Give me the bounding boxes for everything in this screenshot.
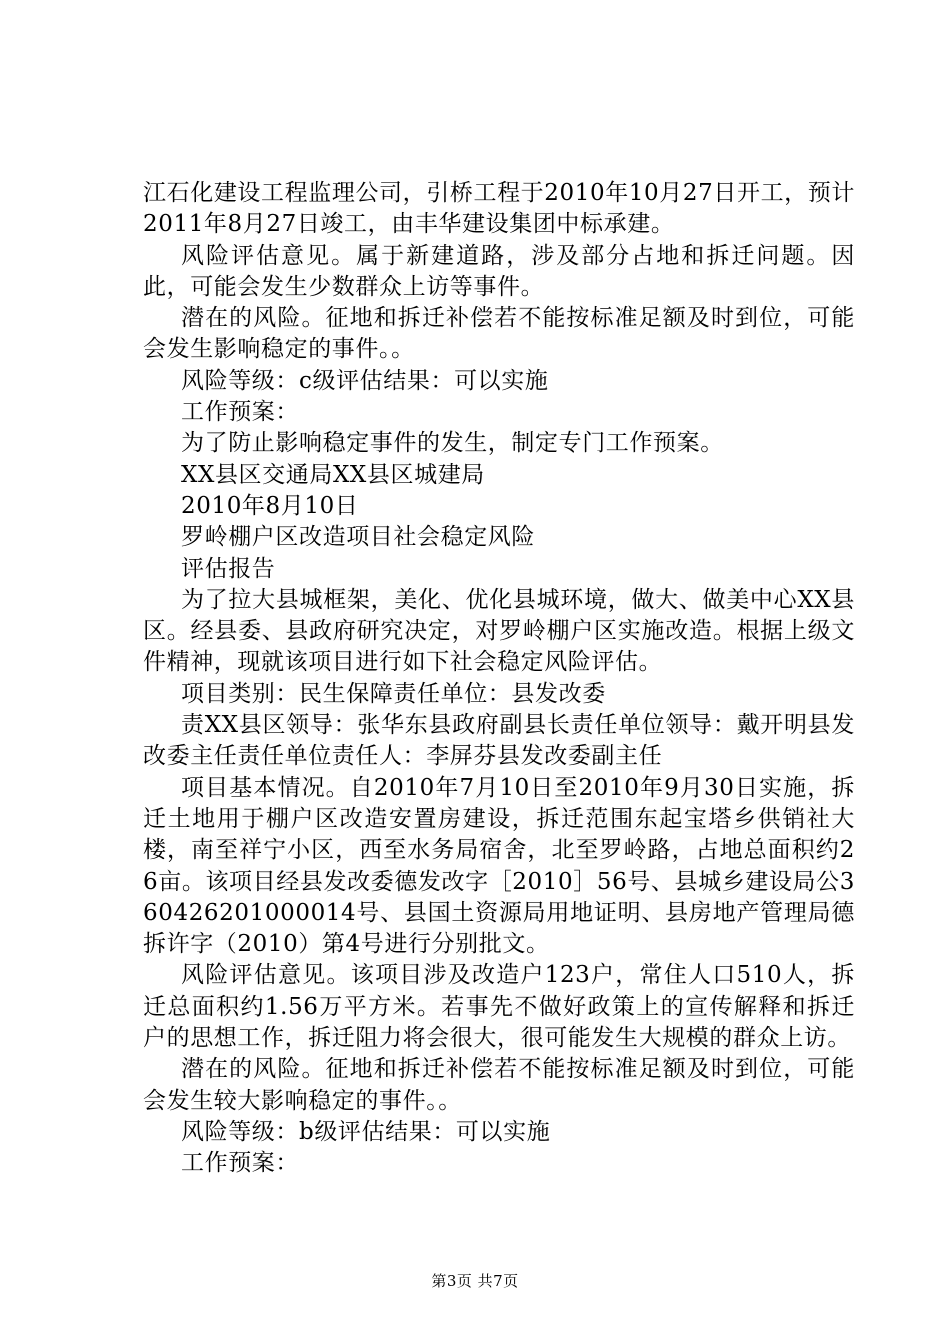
paragraph-1: 江石化建设工程监理公司，引桥工程于2010年10月27日开工，预计2011年8月27日竣工，由丰华建设集团中标承建。 xyxy=(143,180,855,238)
paragraph-4: 风险等级：c级评估结果：可以实施 xyxy=(181,367,549,394)
paragraph-7: XX县区交通局XX县区城建局 xyxy=(181,461,485,488)
paragraph-8: 2010年8月10日 xyxy=(181,492,359,519)
paragraph-5: 工作预案： xyxy=(181,399,299,426)
paragraph-14: 项目基本情况。自2010年7月10日至2010年9月30日实施，拆迁土地用于棚户区改造安置房建设，拆迁范围东起宝塔乡供销社大楼，南至祥宁小区，西至水务局宿舍，北至罗岭路，占地总面积约26亩。该项目经县发改委德发改字［2010］56号、县城乡建设局公360426201000014号、县国土资源局用地证明、县房地产管理局德拆许字（2010）第4号进行分别批文。 xyxy=(143,774,855,958)
paragraph-11: 为了拉大县城框架，美化、优化县城环境，做大、做美中心XX县区。经县委、县政府研究决定，对罗岭棚户区实施改造。根据上级文件精神，现就该项目进行如下社会稳定风险评估。 xyxy=(143,586,855,676)
paragraph-15: 风险评估意见。该项目涉及改造户123户，常住人口510人，拆迁总面积约1.56万平方米。若事先不做好政策上的宣传解释和拆迁户的思想工作，拆迁阻力将会很大，很可能发生大规模的群众上访。 xyxy=(143,962,855,1052)
paragraph-18: 工作预案： xyxy=(181,1150,299,1177)
paragraph-17: 风险等级：b级评估结果：可以实施 xyxy=(181,1118,551,1145)
page-number-footer: 第3页 共7页 xyxy=(431,1272,519,1290)
paragraph-9: 罗岭棚户区改造项目社会稳定风险 xyxy=(181,524,535,551)
paragraph-12: 项目类别：民生保障责任单位：县发改委 xyxy=(181,680,606,707)
paragraph-16: 潜在的风险。征地和拆迁补偿若不能按标准足额及时到位，可能会发生较大影响稳定的事件。。 xyxy=(143,1056,855,1114)
document-body xyxy=(143,178,855,1180)
paragraph-3: 潜在的风险。征地和拆迁补偿若不能按标准足额及时到位，可能会发生影响稳定的事件。。 xyxy=(143,305,855,363)
paragraph-10: 评估报告 xyxy=(181,555,276,582)
paragraph-2: 风险评估意见。属于新建道路，涉及部分占地和拆迁问题。因此，可能会发生少数群众上访等事件。 xyxy=(143,242,855,300)
paragraph-6: 为了防止影响稳定事件的发生，制定专门工作预案。 xyxy=(181,430,724,457)
paragraph-13: 责XX县区领导：张华东县政府副县长责任单位领导：戴开明县发改委主任责任单位责任人：李屏芬县发改委副主任 xyxy=(143,712,855,770)
